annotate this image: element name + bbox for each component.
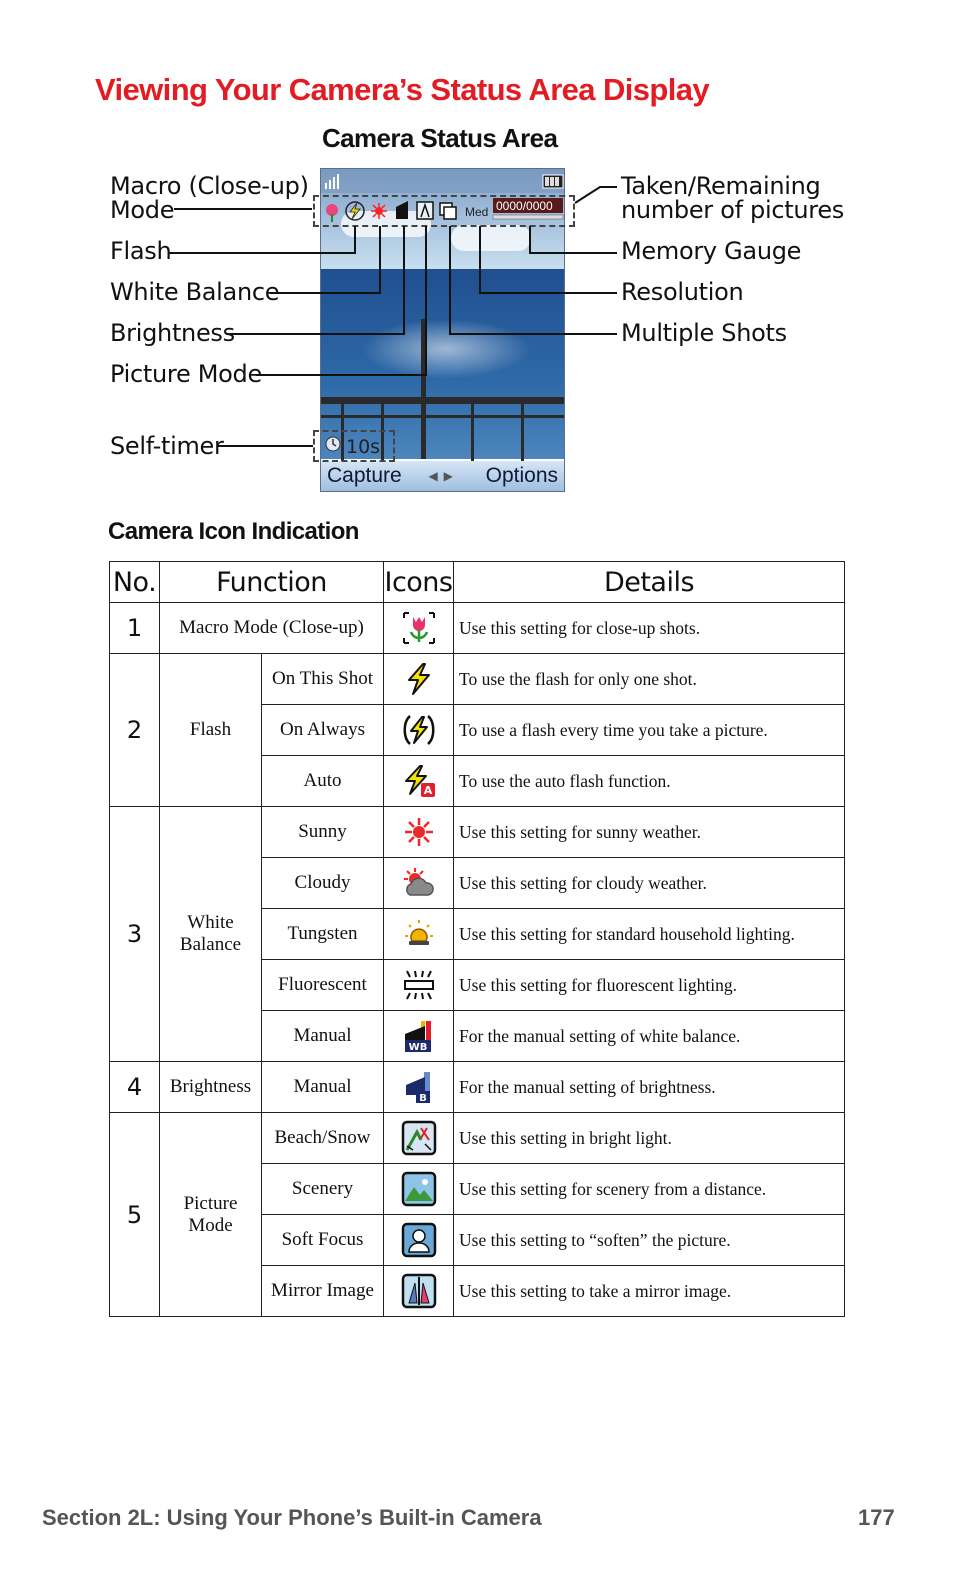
flash-auto-icon xyxy=(401,763,437,799)
footer-section-title: Section 2L: Using Your Phone’s Built-in Camera xyxy=(42,1505,542,1530)
detail-cell: Use this setting to take a mirror image. xyxy=(454,1266,845,1317)
taken-remaining-callout xyxy=(621,174,844,222)
function-line2: Balance xyxy=(179,934,242,955)
function-cell xyxy=(160,1113,262,1317)
function-cell: Macro Mode (Close-up) xyxy=(160,603,384,654)
sub-function-cell: Manual xyxy=(262,1062,384,1113)
beach-snow-icon xyxy=(401,1120,437,1156)
sub-function-cell: Mirror Image xyxy=(262,1266,384,1317)
row-number: 5 xyxy=(110,1113,160,1317)
timer-value: 10s xyxy=(346,436,381,458)
sub-function-cell: Beach/Snow xyxy=(262,1113,384,1164)
sub-function-cell: Fluorescent xyxy=(262,960,384,1011)
taken-callout-line2: number of pictures xyxy=(621,196,844,224)
picture-mode-callout: Picture Mode xyxy=(110,360,262,388)
table-row xyxy=(110,1113,845,1164)
sub-function-cell: Tungsten xyxy=(262,909,384,960)
detail-cell: Use this setting in bright light. xyxy=(454,1113,845,1164)
sub-function-cell: On This Shot xyxy=(262,654,384,705)
sub-function-cell: Soft Focus xyxy=(262,1215,384,1266)
svg-text:B: B xyxy=(418,1093,427,1104)
camera-icon-table xyxy=(109,561,845,1317)
memory-gauge-leader xyxy=(530,226,617,253)
sub-function-cell: Manual xyxy=(262,1011,384,1062)
fluorescent-icon xyxy=(401,967,437,1003)
flash-always-icon xyxy=(401,712,437,748)
header-no: No. xyxy=(110,562,160,603)
self-timer-callout: Self-timer xyxy=(110,432,224,460)
bulb-icon xyxy=(401,916,437,952)
flash-icon xyxy=(401,661,437,697)
svg-text:WB: WB xyxy=(408,1042,427,1053)
mirror-image-icon xyxy=(401,1273,437,1309)
detail-cell: Use this setting to “soften” the picture. xyxy=(454,1215,845,1266)
header-function: Function xyxy=(160,562,384,603)
brightness-callout: Brightness xyxy=(110,319,235,347)
detail-cell: Use this setting for standard household lighting. xyxy=(454,909,845,960)
sub-function-cell: Scenery xyxy=(262,1164,384,1215)
header-icons: Icons xyxy=(384,562,454,603)
detail-cell: Use this setting for fluorescent lighting. xyxy=(454,960,845,1011)
function-line1: Picture xyxy=(183,1192,238,1214)
taken-leader xyxy=(575,187,617,203)
function-cell: Brightness xyxy=(160,1062,262,1113)
function-cell: Flash xyxy=(160,654,262,807)
macro-callout-line1: Macro (Close-up) xyxy=(110,172,309,200)
function-line1: White xyxy=(187,912,234,933)
table-row xyxy=(110,654,845,705)
multiple-shots-leader xyxy=(450,226,617,334)
resolution-callout: Resolution xyxy=(621,278,744,306)
flash-callout: Flash xyxy=(110,237,172,265)
picture-counter: 0000/0000 xyxy=(496,199,553,213)
memory-gauge-callout: Memory Gauge xyxy=(621,237,802,265)
detail-cell: To use a flash every time you take a picture. xyxy=(454,705,845,756)
row-number: 2 xyxy=(110,654,160,807)
multiple-shots-callout: Multiple Shots xyxy=(621,319,787,347)
sun-icon xyxy=(401,814,437,850)
manual-brightness-icon xyxy=(401,1069,437,1105)
svg-text:A: A xyxy=(423,784,432,797)
white-balance-leader xyxy=(270,226,380,293)
sub-function-cell: Cloudy xyxy=(262,858,384,909)
table-row xyxy=(110,807,845,858)
page-heading: Viewing Your Camera’s Status Area Display xyxy=(95,72,710,107)
sub-function-cell: Sunny xyxy=(262,807,384,858)
sub-function-cell: Auto xyxy=(262,756,384,807)
status-area-title: Camera Status Area xyxy=(322,123,558,153)
scenery-icon xyxy=(401,1171,437,1207)
row-number: 3 xyxy=(110,807,160,1062)
icon-section-title: Camera Icon Indication xyxy=(108,518,359,545)
table-row xyxy=(110,603,845,654)
macro-callout xyxy=(110,174,309,222)
detail-cell: To use the flash for only one shot. xyxy=(454,654,845,705)
detail-cell: To use the auto flash function. xyxy=(454,756,845,807)
table-row xyxy=(110,1062,845,1113)
options-softkey[interactable]: Options xyxy=(485,464,558,487)
macro-callout-line2: Mode xyxy=(110,196,175,224)
sub-function-cell: On Always xyxy=(262,705,384,756)
resolution-leader xyxy=(480,226,617,293)
header-details: Details xyxy=(454,562,845,603)
flash-leader xyxy=(168,226,355,253)
capture-softkey[interactable]: Capture xyxy=(327,464,402,487)
taken-callout-line1: Taken/Remaining xyxy=(621,172,821,200)
picture-mode-leader xyxy=(256,226,426,375)
function-line2: Mode xyxy=(188,1214,233,1236)
footer-page-number: 177 xyxy=(858,1505,895,1530)
row-number: 1 xyxy=(110,603,160,654)
macro-tulip-icon xyxy=(401,610,437,646)
cloud-icon xyxy=(401,865,437,901)
manual-wb-icon xyxy=(401,1018,437,1054)
nav-arrows-icon: ◀▶ xyxy=(428,469,459,483)
resolution-label: Med xyxy=(465,205,489,219)
white-balance-callout: White Balance xyxy=(110,278,280,306)
detail-cell: Use this setting for sunny weather. xyxy=(454,807,845,858)
table-header-row xyxy=(110,562,845,603)
detail-cell: Use this setting for close-up shots. xyxy=(454,603,845,654)
detail-cell: For the manual setting of brightness. xyxy=(454,1062,845,1113)
row-number: 4 xyxy=(110,1062,160,1113)
detail-cell: Use this setting for cloudy weather. xyxy=(454,858,845,909)
soft-focus-icon xyxy=(401,1222,437,1258)
function-cell xyxy=(160,807,262,1062)
detail-cell: Use this setting for scenery from a distance. xyxy=(454,1164,845,1215)
detail-cell: For the manual setting of white balance. xyxy=(454,1011,845,1062)
